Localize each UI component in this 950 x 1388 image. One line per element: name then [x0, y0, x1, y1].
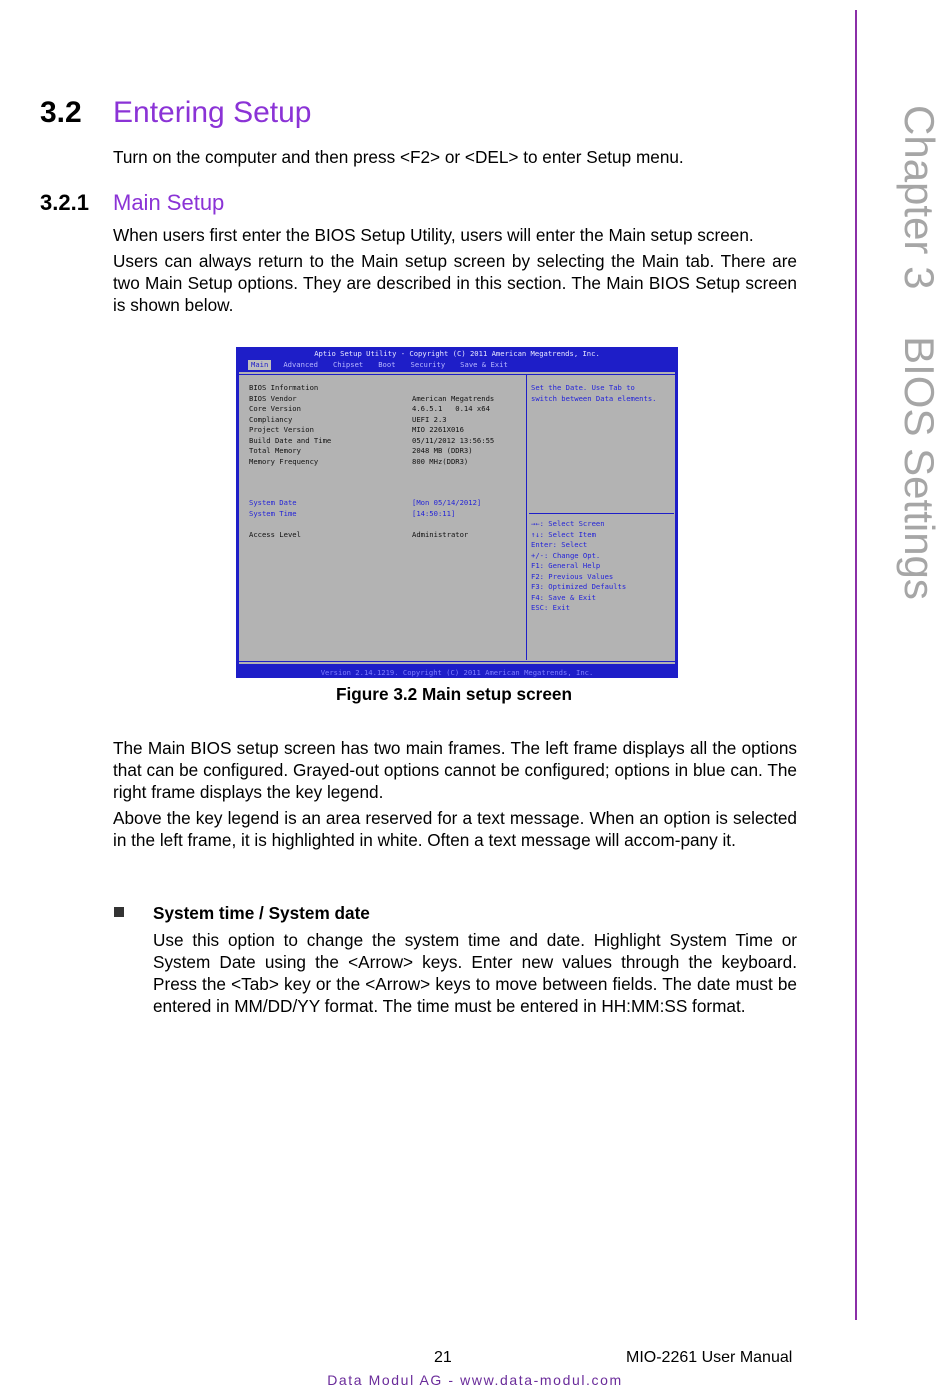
bios-row-value: 800 MHz(DDR3): [412, 456, 469, 466]
bios-tab-security: Security: [410, 360, 446, 369]
bios-tab-boot: Boot: [378, 360, 396, 369]
bios-row-label: Memory Frequency: [249, 456, 319, 466]
section-number: 3.2: [40, 96, 82, 129]
bios-key-legend: →←: Select Screen ↑↓: Select Item Enter: Select +/-: Change Opt. F1: General Help F2: Previous Values F3: Optimized Defaults F4: Save & Exit ESC: Exit: [531, 519, 627, 612]
bios-tab-main: Main: [248, 360, 271, 370]
bios-row-label: Project Version: [249, 425, 314, 434]
bios-system-time-label: System Time: [249, 508, 297, 518]
bios-system-date-label: System Date: [249, 498, 297, 507]
bios-row-value: MIO 2261X016: [412, 425, 464, 434]
bios-help-text: Set the Date. Use Tab to switch between Data elements.: [531, 383, 657, 403]
body-para-3: The Main BIOS setup screen has two main frames. The left frame displays all the options that can be configured. Grayed-out options cannot be configured; options in blue can. The right frame displays the key legend.: [113, 738, 797, 802]
bios-tab-save-exit: Save & Exit: [460, 360, 508, 369]
bios-system-date-value: [Mon 05/14/2012]: [412, 498, 482, 507]
chapter-side-label: Chapter 3 BIOS Settings: [896, 105, 943, 600]
bios-row-value: American Megatrends: [412, 393, 495, 403]
bios-access-level-value: Administrator: [412, 529, 469, 539]
bios-tab-chipset: Chipset: [332, 360, 364, 369]
body-para-4: Above the key legend is an area reserved for a text message. When an option is selected in the left frame, it is highlighted in white. Often a text message will accom-pany it.: [113, 808, 797, 850]
subsection-title: Main Setup: [113, 190, 225, 215]
figure-caption: Figure 3.2 Main setup screen: [336, 684, 572, 704]
subsection-number: 3.2.1: [40, 190, 89, 215]
bios-row-label: Compliancy: [249, 414, 293, 424]
bios-row-label: BIOS Information: [249, 383, 319, 392]
bios-screenshot: [236, 347, 678, 678]
bios-access-level-label: Access Level: [249, 529, 301, 539]
bullet-text: Use this option to change the system time and date. Highlight System Time or System Date using the <Arrow> keys. Enter new values through the keyboard. Press the <Tab> key or the <Arrow> keys to move between fields. The date must be entered in MM/DD/YY format. The time must be entered in HH:MM:SS format.: [153, 930, 797, 1016]
bios-row-label: Core Version: [249, 404, 301, 413]
subsection-para-2: Users can always return to the Main setup screen by selecting the Main tab. There are two Main Setup options. They are described in this section. The Main BIOS Setup screen is shown below.: [113, 251, 797, 315]
bios-help-divider: [529, 513, 674, 514]
manual-name: MIO-2261 User Manual: [626, 1349, 793, 1366]
bios-row-value: 4.6.5.1 0.14 x64: [412, 404, 490, 413]
bios-row-label: BIOS Vendor: [249, 393, 297, 403]
bios-row-value: 05/11/2012 13:56:55: [412, 435, 495, 445]
subsection-para-1: When users first enter the BIOS Setup Utility, users will enter the Main setup screen.: [113, 225, 754, 245]
chapter-side-rule: [855, 10, 857, 1320]
bios-system-time-value: [14:50:11]: [412, 508, 456, 518]
bios-row-value: 2048 MB (DDR3): [412, 446, 473, 455]
bios-frame: [238, 374, 677, 662]
page-number: 21: [434, 1349, 452, 1366]
bios-row-label: Total Memory: [249, 446, 301, 455]
bios-row-label: Build Date and Time: [249, 435, 332, 445]
section-intro: Turn on the computer and then press <F2> or <DEL> to enter Setup menu.: [113, 147, 684, 167]
bios-footer: Version 2.14.1219. Copyright (C) 2011 American Megatrends, Inc.: [320, 668, 594, 677]
bios-tab-advanced: Advanced: [283, 360, 318, 369]
bios-tab-bar: [248, 360, 511, 370]
bullet-square-icon: [114, 907, 124, 917]
bios-row-value: UEFI 2.3: [412, 414, 447, 424]
section-title: Entering Setup: [113, 96, 312, 129]
bullet-title: System time / System date: [153, 903, 370, 923]
footer-website: Data Modul AG - www.data-modul.com: [327, 1372, 623, 1388]
bios-frame-divider: [526, 374, 527, 660]
bios-title: Aptio Setup Utility - Copyright (C) 2011 American Megatrends, Inc.: [314, 349, 600, 358]
